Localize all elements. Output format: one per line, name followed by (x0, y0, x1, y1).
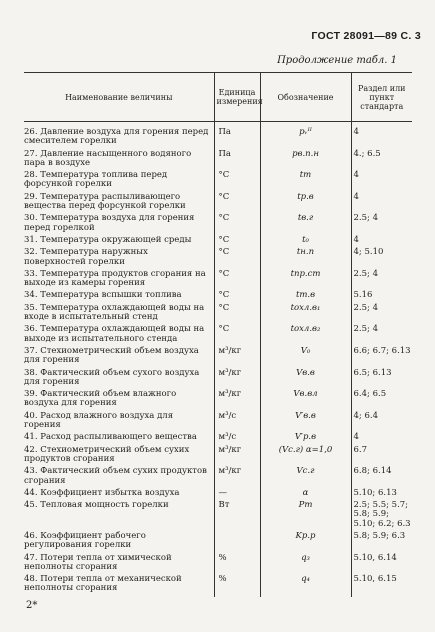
quantity-symbol: tохл.в₂ (260, 325, 351, 344)
column-header-name: Наименование величины (24, 73, 214, 122)
table-row (24, 193, 412, 212)
quantity-name: 26. Давление воздуха для горения перед смесителем горелки (24, 127, 209, 147)
quantity-symbol: V′в.в (260, 412, 351, 431)
standard-section: 2.5; 4 (351, 270, 412, 289)
quantity-name: 46. Коэффициент рабочего регулирования горелки (24, 530, 146, 551)
table-row (24, 489, 412, 498)
quantity-unit: °С (214, 291, 260, 300)
quantity-unit: °С (214, 270, 260, 289)
quantity-name: 27. Давление насыщенного водяного пара в воздухе (24, 148, 192, 168)
quantity-symbol: α (260, 489, 351, 498)
standard-section: 5.16 (351, 291, 412, 300)
document-header: ГОСТ 28091—89 С. 3 (311, 30, 421, 42)
quantity-unit: м³/с (214, 412, 260, 431)
quantity-symbol: t₀ (260, 236, 351, 245)
quantity-unit: °С (214, 248, 260, 267)
table-row (24, 248, 412, 267)
quantity-unit: °С (214, 193, 260, 212)
table-row (24, 554, 412, 573)
standard-section: 4 (351, 193, 412, 212)
quantity-unit: % (214, 575, 260, 594)
quantity-symbol: V₀ (260, 347, 351, 366)
table-row (24, 150, 412, 169)
table-row (24, 325, 412, 344)
table-row (24, 347, 412, 366)
quantity-name: 38. Фактический объем сухого воздуха для горения (24, 367, 200, 387)
column-header-section: Раздел или пункт стандарта (351, 73, 412, 122)
table-row (24, 291, 412, 300)
quantity-symbol: Vв.вл (260, 390, 351, 409)
quantity-name: 45. Тепловая мощность горелки (24, 500, 169, 511)
standard-section: 4 (351, 128, 412, 147)
quantity-name: 44. Коэффициент избытка воздуха (24, 487, 180, 498)
quantity-unit: Вт (214, 501, 260, 529)
quantity-symbol: q₃ (260, 554, 351, 573)
quantity-unit: °С (214, 325, 260, 344)
quantity-unit: м³/кг (214, 446, 260, 465)
standard-section: 6.8; 6.14 (351, 467, 412, 486)
table-row (24, 270, 412, 289)
standard-section: 2.5; 4 (351, 325, 412, 344)
quantity-name: 34. Температура вспышки топлива (24, 290, 182, 301)
quantity-name: 41. Расход распыливающего вещества (24, 432, 197, 443)
standard-section: 4 (351, 433, 412, 442)
quantity-symbol: Vв.в (260, 369, 351, 388)
column-header-symbol: Обозначение (260, 73, 351, 122)
quantity-symbol: Pт (260, 501, 351, 529)
quantity-name: 30. Температура воздуха для горения перед горелкой (24, 213, 195, 233)
table-row (24, 575, 412, 594)
quantity-symbol: Kр.р (260, 532, 351, 551)
standard-section: 2.5; 5.5; 5.7; 5.8; 5.9; 5.10; 6.2; 6.3 (351, 501, 412, 529)
table-row (24, 171, 412, 190)
quantity-unit: м³/кг (214, 369, 260, 388)
standard-section: 4 (351, 236, 412, 245)
table-row (24, 433, 412, 442)
table-row (24, 236, 412, 245)
quantity-symbol: tн.п (260, 248, 351, 267)
quantity-unit (214, 532, 260, 551)
quantity-symbol: tв.г (260, 214, 351, 233)
quantity-unit: м³/с (214, 433, 260, 442)
quantity-name: 42. Стехиометрический объем сухих продуктов сгорания (24, 444, 190, 464)
standard-section: 5.10, 6.14 (351, 554, 412, 573)
quantity-name: 33. Температура продуктов сгорания на выходе из камеры горения (24, 268, 206, 289)
table-row (24, 532, 412, 551)
quantity-unit: °С (214, 214, 260, 233)
table-row (24, 446, 412, 465)
quantity-unit: % (214, 554, 260, 573)
quantities-table (24, 72, 412, 597)
quantity-symbol: tт (260, 171, 351, 190)
quantity-symbol: pв.п.н (260, 150, 351, 169)
standard-section: 4 (351, 171, 412, 190)
quantity-name: 39. Фактический объем влажного воздуха для горения (24, 389, 177, 409)
page-mark: 2* (26, 600, 38, 611)
quantity-name: 37. Стехиометрический объем воздуха для горения (24, 345, 199, 366)
column-header-unit: Единица измерения (214, 73, 260, 122)
quantity-symbol: pᵥᴵᴵ (260, 128, 351, 147)
standard-section: 4; 5.10 (351, 248, 412, 267)
table-row (24, 214, 412, 233)
quantity-name: 48. Потери тепла от механической неполноты сгорания (24, 574, 182, 594)
quantity-unit: — (214, 489, 260, 498)
quantity-name: 47. Потери тепла от химической неполноты сгорания (24, 552, 172, 572)
quantity-unit: °С (214, 304, 260, 323)
table-header-row (24, 73, 412, 122)
table-row (24, 304, 412, 323)
quantity-name: 31. Температура окружающей среды (24, 234, 192, 245)
quantity-unit: м³/кг (214, 347, 260, 366)
table-row (24, 467, 412, 486)
quantity-unit: °С (214, 236, 260, 245)
quantity-name: 43. Фактический объем сухих продуктов сгорания (24, 466, 207, 486)
quantity-name: 36. Температура охлаждающей воды на выходе из испытательного стенда (24, 324, 205, 344)
table-row (24, 128, 412, 147)
quantity-symbol: tпр.ст (260, 270, 351, 289)
quantity-name: 32. Температура наружных поверхностей горелки (24, 247, 148, 267)
quantity-name: 28. Температура топлива перед форсункой горелки (24, 170, 168, 190)
quantity-symbol: Vс.г (260, 467, 351, 486)
quantity-unit: м³/кг (214, 467, 260, 486)
standard-section: 6.5; 6.13 (351, 369, 412, 388)
quantity-symbol: q₄ (260, 575, 351, 594)
standard-section: 6.4; 6.5 (351, 390, 412, 409)
quantity-name: 40. Расход влажного воздуха для горения (24, 410, 174, 431)
standard-section: 4; 6.4 (351, 412, 412, 431)
quantity-symbol: tр.в (260, 193, 351, 212)
quantity-symbol: V′р.в (260, 433, 351, 442)
standard-section: 6.7 (351, 446, 412, 465)
quantity-unit: м³/кг (214, 390, 260, 409)
standard-section: 2.5; 4 (351, 304, 412, 323)
quantity-symbol: tохл.в₁ (260, 304, 351, 323)
table-continuation-label: Продолжение табл. 1 (277, 55, 397, 66)
quantity-unit: Па (214, 150, 260, 169)
table-row (24, 412, 412, 431)
table-body (24, 122, 412, 597)
table-row (24, 369, 412, 388)
standard-section: 6.6; 6.7; 6.13 (351, 347, 412, 366)
standard-section: 2.5; 4 (351, 214, 412, 233)
table-row (24, 390, 412, 409)
quantity-name: 29. Температура распыливающего вещества перед форсункой горелки (24, 191, 186, 212)
quantity-unit: °С (214, 171, 260, 190)
quantity-unit: Па (214, 128, 260, 147)
standard-section: 5.10, 6.15 (351, 575, 412, 594)
standard-section: 5.8; 5.9; 6.3 (351, 532, 412, 551)
quantity-name: 35. Температура охлаждающей воды на входе в испытательный стенд (24, 302, 205, 323)
standard-section: 4.; 6.5 (351, 150, 412, 169)
table-row (24, 501, 412, 529)
quantity-symbol: (Vс.г) α=1,0 (260, 446, 351, 465)
quantity-symbol: tт.в (260, 291, 351, 300)
standard-section: 5.10; 6.13 (351, 489, 412, 498)
